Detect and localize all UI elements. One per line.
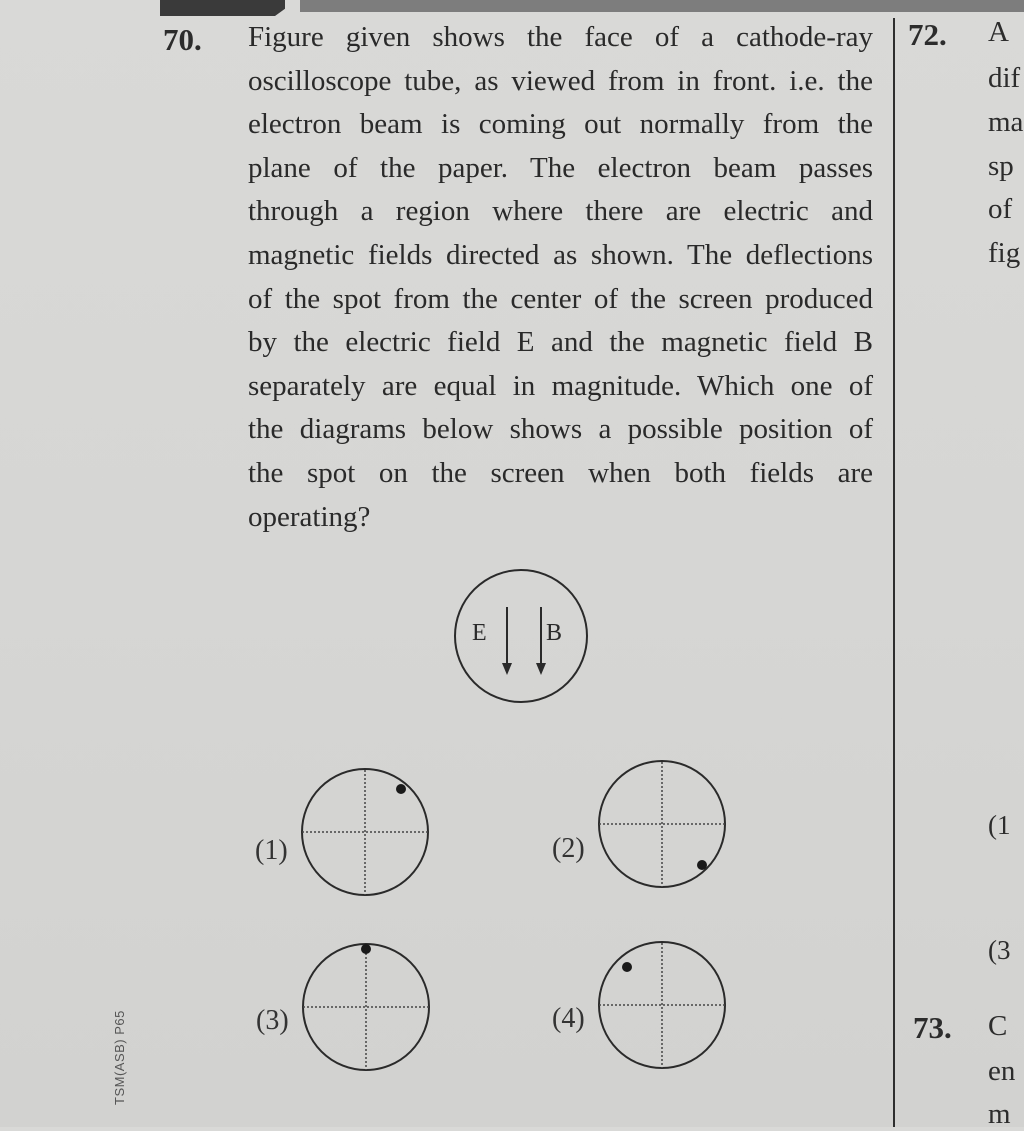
- question-line: plane of the paper. The electron beam passes: [248, 151, 873, 184]
- question-line: by the electric field E and the magnetic field B: [248, 326, 873, 359]
- option-1-screen[interactable]: [301, 768, 431, 898]
- question-line: oscilloscope tube, as viewed from in front. i.e. the: [248, 64, 873, 97]
- question-line: of the spot from the center of the screen produced: [248, 282, 873, 315]
- option-1-label[interactable]: (1): [255, 835, 288, 866]
- spot-icon: [697, 860, 707, 870]
- question-73-number: 73.: [913, 1010, 952, 1045]
- q72-fragment: A: [988, 16, 1009, 48]
- question-line: operating?: [248, 500, 371, 533]
- spot-icon: [396, 784, 406, 794]
- question-72-number: 72.: [908, 17, 947, 52]
- q72-fragment: fig: [988, 237, 1021, 269]
- question-line: magnetic fields directed as shown. The deflections: [248, 238, 873, 271]
- q72-fragment: of: [988, 193, 1013, 225]
- q72-option-fragment: (1: [988, 810, 1011, 840]
- option-4-label[interactable]: (4): [552, 1003, 585, 1034]
- spot-icon: [622, 962, 632, 972]
- e-label: E: [472, 620, 487, 646]
- question-line: electron beam is coming out normally from the: [248, 108, 873, 141]
- option-2-label[interactable]: (2): [552, 833, 585, 864]
- header-bar: [300, 0, 1024, 12]
- q72-fragment: ma: [988, 106, 1024, 138]
- q72-fragment: sp: [988, 150, 1014, 182]
- q73-fragment: en: [988, 1055, 1016, 1087]
- allen-logo: [160, 0, 285, 16]
- q73-fragment: C: [988, 1010, 1008, 1042]
- option-4-screen[interactable]: [598, 941, 728, 1071]
- question-70-number: 70.: [163, 22, 202, 57]
- question-line: the spot on the screen when both fields are: [248, 456, 873, 489]
- question-70-text: [248, 16, 873, 539]
- option-2-screen[interactable]: [598, 760, 728, 890]
- q72-fragment: dif: [988, 62, 1021, 94]
- b-label: B: [546, 620, 563, 646]
- column-divider: [893, 18, 895, 1127]
- page-code: TSM(ASB) P65: [112, 1010, 127, 1105]
- spot-icon: [361, 944, 371, 954]
- question-line: separately are equal in magnitude. Which one of: [248, 369, 873, 402]
- question-line: Figure given shows the face of a cathode-ray: [248, 21, 873, 53]
- option-3-label[interactable]: (3): [256, 1005, 289, 1036]
- q73-fragment: m: [988, 1098, 1011, 1130]
- option-3-screen[interactable]: [302, 943, 432, 1073]
- question-line: through a region where there are electric and: [248, 195, 873, 228]
- q72-option-fragment: (3: [988, 935, 1011, 965]
- question-line: the diagrams below shows a possible position of: [248, 413, 873, 446]
